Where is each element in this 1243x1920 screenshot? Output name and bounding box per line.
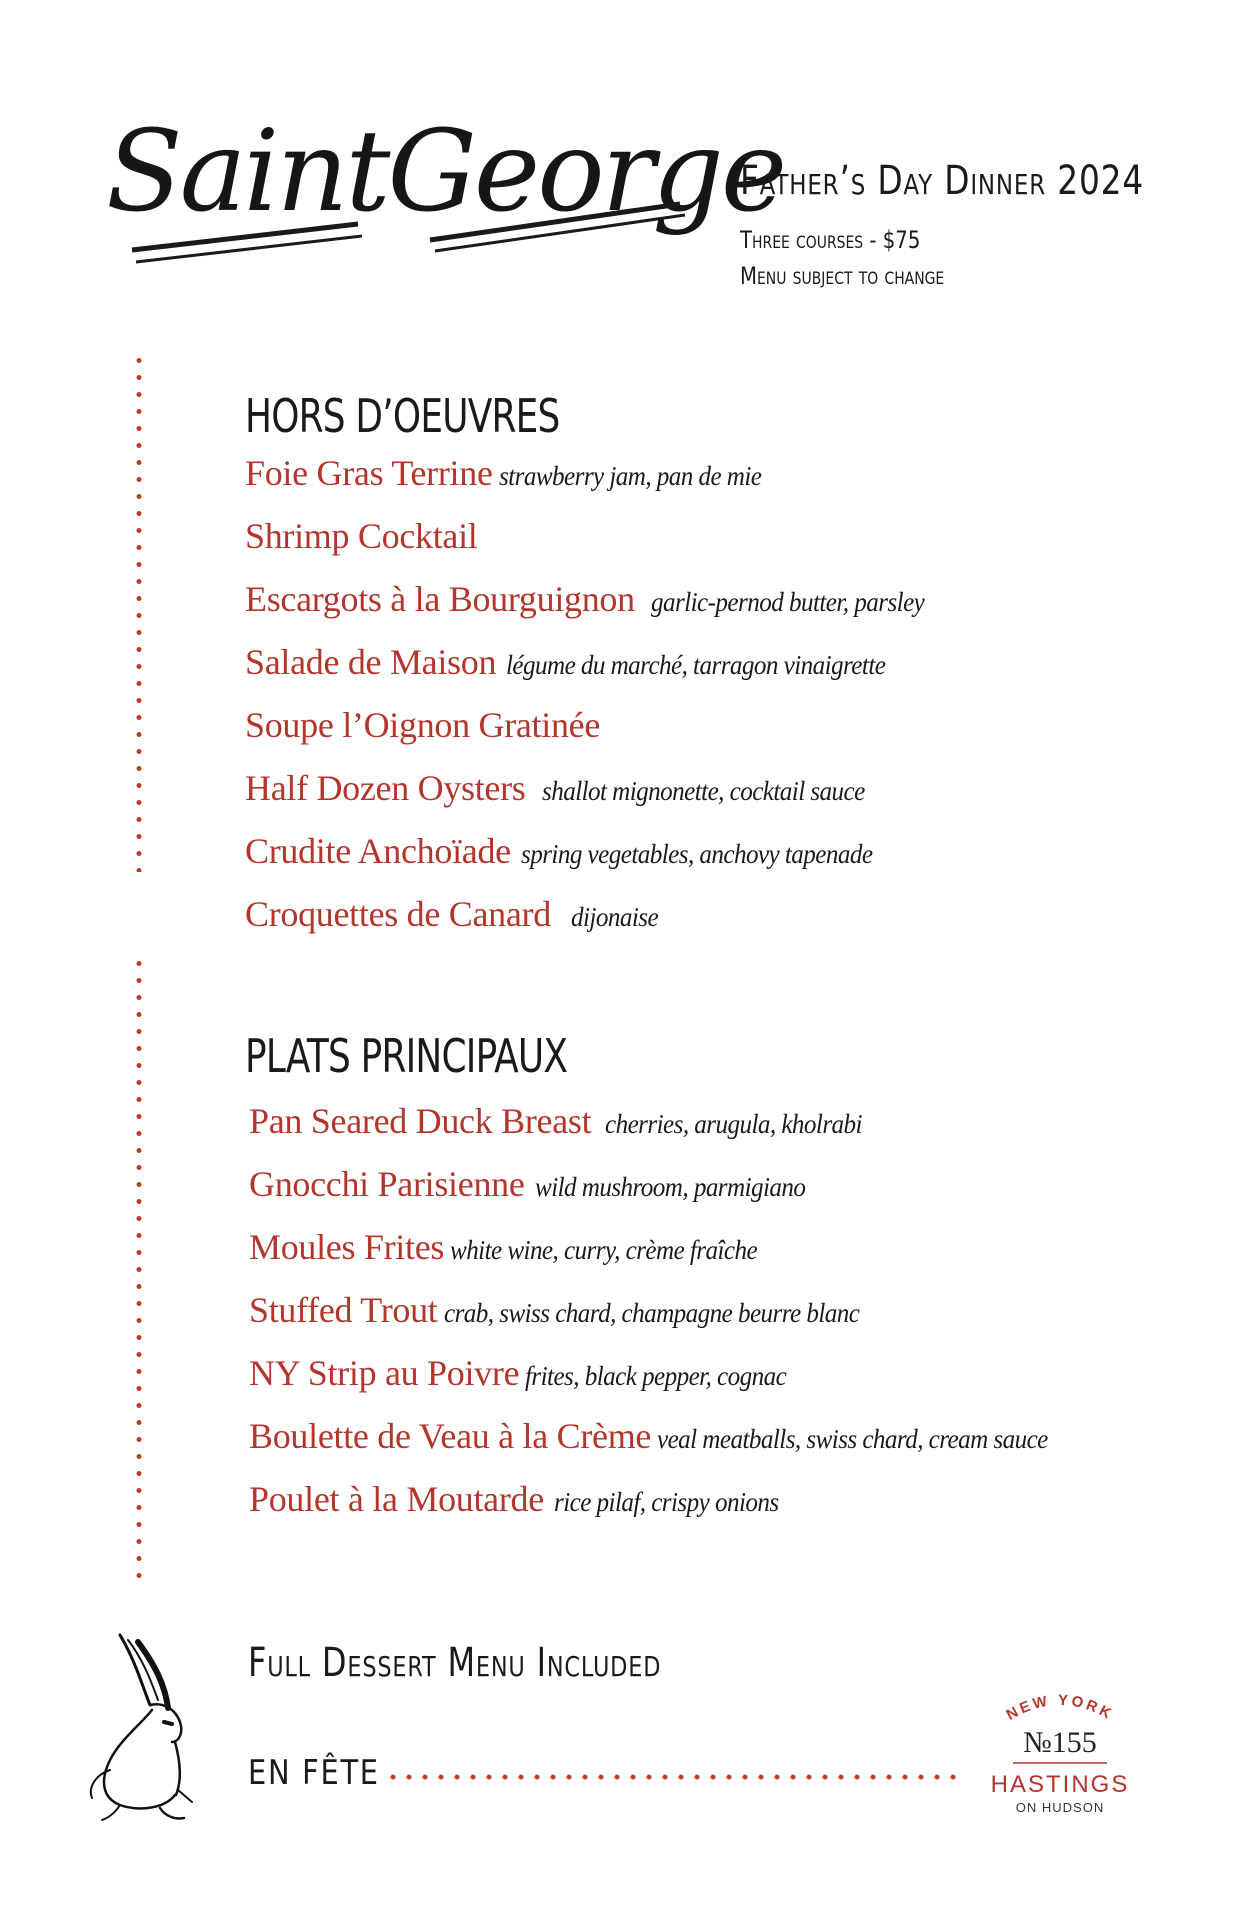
- item-name: Croquettes de Canard: [245, 894, 551, 934]
- restaurant-logo: [100, 100, 785, 280]
- item-name: Stuffed Trout: [249, 1290, 438, 1330]
- item-desc: rice pilaf, crispy onions: [553, 1487, 779, 1517]
- dessert-note: Full Dessert Menu Included: [248, 1640, 662, 1686]
- item-name: Salade de Maison: [245, 642, 497, 682]
- item-desc: wild mushroom, parmigiano: [534, 1172, 805, 1202]
- section-title: PLATS PRINCIPAUX: [245, 1029, 568, 1083]
- item-desc: crab, swiss chard, champagne beurre blanc: [443, 1298, 859, 1328]
- section-plats-principaux: [245, 1028, 1077, 1541]
- menu-item: [245, 1163, 1077, 1226]
- dotted-divider-horizontal: [385, 1774, 965, 1780]
- item-desc: dijonaise: [570, 902, 658, 932]
- en-fete-label: EN FÊTE: [248, 1753, 380, 1793]
- menu-item: [245, 893, 945, 956]
- dotted-divider-top: [136, 352, 142, 872]
- item-name: Poulet à la Moutarde: [249, 1479, 544, 1519]
- menu-item: [245, 767, 945, 830]
- dotted-divider-bottom: [136, 955, 142, 1585]
- item-name: Boulette de Veau à la Crème: [249, 1416, 652, 1456]
- badge-town: HASTINGS: [990, 1771, 1130, 1798]
- menu-item: [245, 515, 945, 578]
- event-title: Father’s Day Dinner 2024: [740, 158, 1145, 204]
- section-hors-doeuvres: [245, 388, 945, 956]
- menu-item: [245, 1289, 1077, 1352]
- menu-item: [245, 830, 945, 893]
- event-info: [740, 158, 1233, 290]
- badge-sub: ON HUDSON: [1015, 1800, 1105, 1815]
- item-desc: white wine, curry, crème fraîche: [450, 1235, 758, 1265]
- item-name: Gnocchi Parisienne: [249, 1164, 525, 1204]
- item-desc: frites, black pepper, cognac: [525, 1361, 787, 1391]
- event-note: Menu subject to change: [740, 262, 945, 290]
- menu-item: [245, 1226, 1077, 1289]
- item-name: Crudite Anchoïade: [245, 831, 511, 871]
- item-name: Foie Gras Terrine: [245, 453, 493, 493]
- menu-item: [245, 641, 945, 704]
- item-desc: shallot mignonette, cocktail sauce: [541, 776, 865, 806]
- menu-item: [245, 1352, 1077, 1415]
- item-desc: spring vegetables, anchovy tapenade: [520, 839, 873, 869]
- item-name: Shrimp Cocktail: [245, 516, 478, 556]
- badge-city: NEW YORK: [1003, 1691, 1117, 1724]
- menu-item: [245, 452, 945, 515]
- logo-underline-2: [136, 236, 362, 262]
- item-name: Pan Seared Duck Breast: [249, 1101, 592, 1141]
- logo-text: SaintGeorge: [106, 107, 785, 237]
- item-name: NY Strip au Poivre: [249, 1353, 520, 1393]
- menu-item: [245, 578, 945, 641]
- item-desc: strawberry jam, pan de mie: [498, 461, 762, 491]
- item-desc: veal meatballs, swiss chard, cream sauce: [657, 1424, 1048, 1454]
- item-name: Moules Frites: [249, 1227, 445, 1267]
- item-name: Soupe l’Oignon Gratinée: [245, 705, 601, 745]
- rabbit-illustration: [80, 1630, 220, 1830]
- item-name: Half Dozen Oysters: [245, 768, 526, 808]
- event-price: Three courses - $75: [740, 226, 921, 254]
- item-desc: légume du marché, tarragon vinaigrette: [506, 650, 886, 680]
- item-desc: garlic-pernod butter, parsley: [650, 587, 925, 617]
- section-title: HORS D’OEUVRES: [245, 389, 560, 443]
- location-badge: [985, 1675, 1135, 1825]
- menu-item: [245, 1478, 1077, 1541]
- badge-number: №155: [1023, 1726, 1097, 1759]
- menu-item: [245, 1415, 1077, 1478]
- menu-item: [245, 704, 945, 767]
- menu-item: [245, 1100, 1077, 1163]
- item-name: Escargots à la Bourguignon: [245, 579, 635, 619]
- item-desc: cherries, arugula, kholrabi: [605, 1109, 863, 1139]
